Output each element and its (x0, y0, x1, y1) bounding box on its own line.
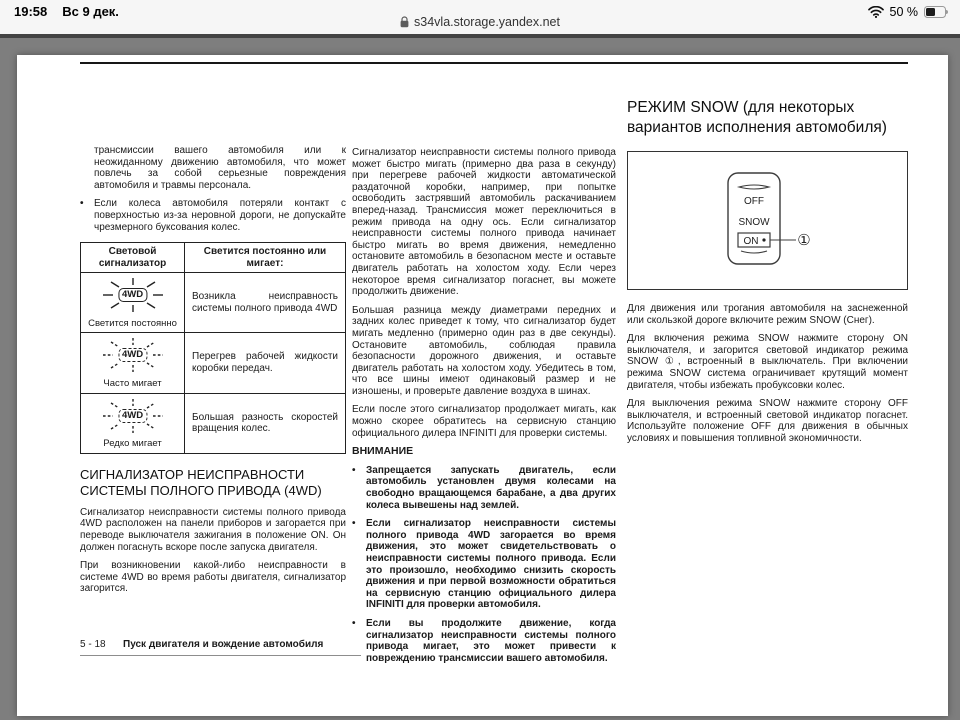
warning-block (352, 446, 616, 664)
paragraph: Для включения режима SNOW нажмите сторону ON выключателя, и загорится световой индикатор режима SNOW ①, встроенный в выключатель. При включении режима SNOW система ограничивает крутящий момент двигателя, чтобы избежать пробуксовки колес. (627, 333, 908, 391)
footer-rule (80, 655, 361, 656)
table-cell: Большая разность скоростей вращения колес. (185, 393, 346, 453)
list-item (352, 518, 616, 611)
4wd-indicator-solid-icon (102, 277, 164, 313)
snow-switch-figure (627, 151, 908, 290)
snow-switch-illustration (628, 152, 907, 289)
column-header: Световой сигнализатор (81, 243, 185, 273)
right-column (627, 98, 908, 452)
indicator-table (80, 242, 346, 454)
paragraph: трансмиссии вашего автомобиля или к неожиданному движению автомобиля, что может повлечь за собой серьезные повреждения автомобиля и травмы персонала. (94, 145, 346, 191)
warning-heading: ВНИМАНИЕ (352, 445, 414, 458)
list-item (352, 465, 616, 511)
lock-icon (400, 16, 409, 28)
bullet-marker: • (80, 198, 84, 210)
bullet-marker: • (352, 617, 356, 629)
indicator-caption: Редко мигает (103, 438, 162, 450)
status-time: 19:58 (14, 4, 48, 19)
column-header: Светится постоянно или мигает: (185, 243, 346, 273)
paragraph: При возникновении какой-либо неисправности в системе 4WD во время работы двигателя, сигнализатор загорится. (80, 560, 346, 595)
paragraph: Запрещается запускать двигатель, если автомобиль установлен двумя колесами на свободно вращающемся барабане, а два других колеса вывешены над землей. (366, 464, 616, 511)
left-column (80, 145, 346, 602)
section-heading-snow: РЕЖИМ SNOW (для некоторых вариантов исполнения автомобиля) (627, 99, 887, 136)
table-row (81, 333, 346, 393)
indicator-caption: Светится постоянно (88, 317, 177, 329)
4wd-indicator-blinking-icon (102, 398, 164, 434)
table-cell: Перегрев рабочей жидкости коробки передач. (185, 333, 346, 393)
indicator-label: 4WD (118, 348, 147, 362)
callout-1-marker: ① (797, 232, 811, 249)
indicator-caption: Часто мигает (103, 377, 162, 389)
paragraph: Если вы продолжите движение, когда сигнализатор неисправности системы полного привода мигает, это может привести к повреждению трансмиссии вашего автомобиля. (366, 617, 616, 664)
pdf-page[interactable] (17, 55, 948, 716)
battery-icon (924, 6, 948, 18)
switch-off-label: OFF (744, 196, 764, 207)
section-heading-4wd: СИГНАЛИЗАТОР НЕИСПРАВНОСТИ СИСТЕМЫ ПОЛНОГО ПРИВОДА (4WD) (80, 466, 322, 498)
switch-indicator-dot (762, 238, 765, 241)
switch-on-label: ON (743, 236, 759, 247)
indicator-label: 4WD (118, 288, 147, 302)
paragraph: Для выключения режима SNOW нажмите сторону OFF выключателя, и встроенный световой индикатор погаснет. Используйте положение OFF для движения в обычных условиях и повышения топливной экономичности. (627, 398, 908, 444)
bullet-marker: • (352, 518, 356, 530)
page-top-rule (80, 62, 908, 64)
status-bar (0, 0, 960, 34)
paragraph: Для движения или трогания автомобиля на заснеженной или скользкой дороге включите режим SNOW (Снег). (627, 303, 908, 326)
paragraph: Если колеса автомобиля потеряли контакт с поверхностью из-за неровной дороги, не допускайте чрезмерного буксования колес. (94, 198, 346, 233)
paragraph: Сигнализатор неисправности системы полного привода 4WD расположен на панели приборов и загорается при переводе выключателя зажигания в положение ON. Он должен погаснуть вскоре после запуска двигателя. (80, 506, 346, 553)
switch-snow-label: SNOW (738, 217, 770, 228)
table-header-row (81, 243, 346, 273)
table-row (81, 393, 346, 453)
table-cell: Возникла неисправность системы полного привода 4WD (185, 273, 346, 333)
chapter-title: Пуск двигателя и вождение автомобиля (123, 639, 324, 650)
paragraph: Большая разница между диаметрами передних и задних колес приведет к тому, что сигнализатор будет мигать медленно (примерно один раз в две секунды). Остановите автомобиль, соблюдая правила безопасности дорожного движения, и оставьте двигатель работать на холостом ходу. Убедитесь в том, что все шины имеют одинаковый размер и не изношены, и проверьте давление воздуха в шинах. (352, 304, 616, 397)
4wd-indicator-blinking-icon (102, 337, 164, 373)
wifi-icon (868, 6, 884, 18)
middle-column (352, 147, 616, 671)
page-footer (80, 639, 580, 650)
table-row (81, 273, 346, 333)
bullet-marker: • (352, 464, 356, 476)
paragraph: Сигнализатор неисправности системы полного привода может быстро мигать (примерно два раза в секунду) при перегреве рабочей жидкости автоматической раздаточной коробки, например, при попытке освободить застрявший автомобиль раскачиванием вперед-назад. Трансмиссия может переключиться в режим привода на одну ось. Если сигнализатор неисправности системы полного привода начинает быстро мигать во время движения, немедленно остановите автомобиль в безопасном месте и оставьте двигатель работать на холостом ходу. Если через некоторое время сигнализатор погаснет, вы можете продолжить движение. (352, 147, 616, 298)
url-bar[interactable] (0, 15, 960, 29)
page-number: 5 - 18 (80, 639, 106, 650)
paragraph: Если сигнализатор неисправности системы полного привода 4WD загорается во время движения, это может свидетельствовать о неисправности системы полного привода. Если это произошло, необходимо снизить скорость движения и при первой возможности обратиться на сервисную станцию официального дилера INFINITI для проверки автомобиля. (366, 518, 616, 611)
list-item (80, 198, 346, 233)
battery-percent: 50 % (889, 5, 918, 19)
paragraph: Если после этого сигнализатор продолжает мигать, как можно скорее обратитесь на сервисную станцию официального дилера INFINITI для проверки системы. (352, 404, 616, 439)
url-text: s34vla.storage.yandex.net (414, 15, 560, 29)
browser-chrome-divider (0, 34, 960, 38)
status-date: Вс 9 дек. (62, 4, 119, 19)
status-indicators (868, 5, 949, 19)
indicator-label: 4WD (118, 409, 147, 423)
